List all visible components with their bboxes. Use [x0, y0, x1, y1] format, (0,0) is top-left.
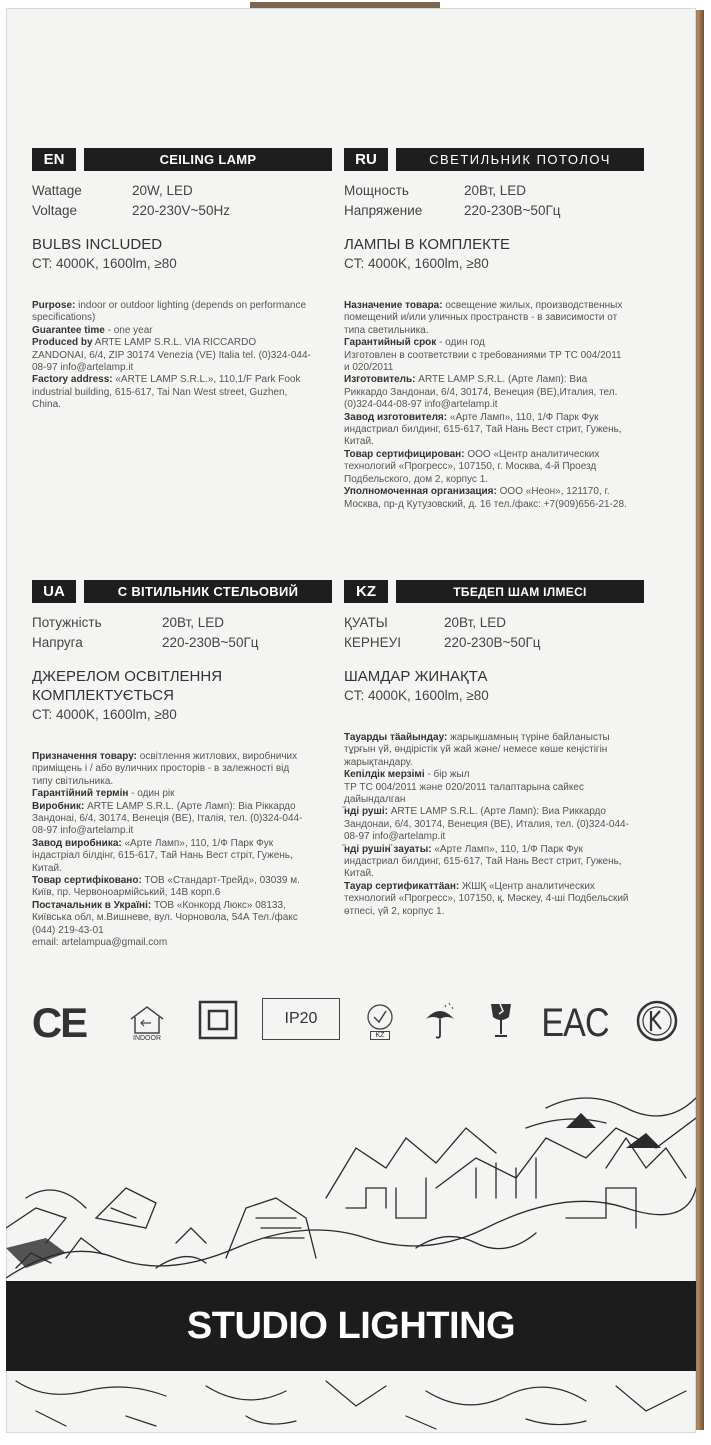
- fine-print-label: Назначение товара:: [344, 300, 443, 311]
- fine-print-line: [344, 844, 639, 881]
- fine-print-line: [32, 788, 312, 800]
- bottom-sketch-illustration: [6, 1371, 696, 1433]
- fine-print-line: [32, 937, 312, 949]
- house-icon: [127, 1005, 167, 1035]
- fine-print-text: ООО «Неон», 121170, г. Москва, пр-д Кутузовский, д. 16 тел./факс: +7(909)656-21-28.: [344, 486, 627, 510]
- fine-print-label: ̈нді руші:: [344, 806, 388, 818]
- fine-print-text: ARTE LAMP S.R.L. VIA RICCARDO ZANDONAI, 6/4, ZIP 30174 Venezia (VE) Italia tel. (0)324-044-08-97 info@artelamp.it: [32, 337, 311, 374]
- spec-row: Напряжение 220-230В~50Гц: [344, 203, 561, 218]
- fine-print-text: - one year: [104, 324, 153, 336]
- fine-print-text: email: artelampua@gmail.com: [32, 937, 168, 949]
- spec-row: Voltage 220-230V~50Hz: [32, 203, 230, 218]
- fine-print-label: Товар сертифіковано:: [32, 875, 142, 887]
- product-title-ru: СВЕТИЛЬНИК ПОТОЛОЧ: [396, 148, 644, 171]
- fine-print-line: [344, 806, 639, 843]
- fine-print-label: Purpose:: [32, 300, 76, 311]
- specs-ru: [344, 181, 644, 221]
- kz-cert-label: KZ: [370, 1031, 391, 1040]
- spec-row: Напруга 220-230В~50Гц: [32, 635, 259, 650]
- ce-mark-icon: CE: [31, 999, 87, 1046]
- fine-print-text: - один год: [436, 337, 485, 349]
- fine-print-label: Тауарды тӓайындау:: [344, 732, 448, 743]
- fine-print-line: [32, 374, 312, 411]
- bulbs-ru: ЛАМПЫ В КОМПЛЕКТЕ: [344, 236, 511, 253]
- header-en: [32, 148, 332, 171]
- fine-print-line: [344, 412, 629, 449]
- ct-en: CT: 4000K, 1600lm, ≥80: [32, 256, 177, 271]
- section-ru: [344, 148, 644, 511]
- fragile-icon: [484, 998, 518, 1044]
- fine-print-label: Produced by: [32, 337, 93, 349]
- fine-print-label: Уполномоченная организация:: [344, 486, 497, 498]
- kz-cert-icon: [360, 998, 400, 1044]
- fine-print-text: Изготовлен в соответствии с требованиями ТР ТС 004/2011 и 020/2011: [344, 349, 622, 374]
- eac-mark-icon: EAC: [541, 1000, 609, 1045]
- fine-print-label: Кепілдік мерзімі: [344, 769, 425, 781]
- lang-code-ru: RU: [344, 148, 388, 171]
- header-ua: [32, 580, 332, 603]
- header-kz: [344, 580, 644, 603]
- fine-print-text: - бір жыл: [424, 769, 470, 781]
- fine-print-line: [32, 751, 312, 788]
- fine-print-text: ЖШҚ «Центр аналитических технологий «Прогресс», 107150, қ. Мәскеу, 4-ші Подбельский өтпесі, үй 2, корпус 1.: [344, 880, 629, 917]
- double-insulation-icon: [196, 998, 240, 1042]
- spec-row: ҚУАТЫ 20Вт, LED: [344, 615, 507, 630]
- fine-print-label: Товар сертифицирован:: [344, 448, 465, 460]
- fine-print-text: «Арте Ламп», 110, 1/Ф Парк Фук индастриал билдинг, 615-617, Тай Нань Вест стрит, Гужень, Китай.: [344, 411, 622, 448]
- fine-print-label: Завод изготовителя:: [344, 411, 448, 423]
- ct-ru: CT: 4000K, 1600lm, ≥80: [344, 256, 489, 271]
- fine-print-line: [344, 769, 639, 781]
- fine-print-label: Изготовитель:: [344, 374, 416, 386]
- fine-print-label: Завод виробника:: [32, 837, 122, 849]
- fine-print-label: Призначення товару:: [32, 751, 138, 762]
- fine-print-label: Тауар сертификаттӓан:: [344, 880, 460, 892]
- section-kz: [344, 580, 644, 918]
- city-sketch-illustration: [6, 1068, 696, 1288]
- spec-row: Мощность 20Вт, LED: [344, 183, 527, 198]
- fine-print-line: [344, 337, 629, 349]
- section-en: [32, 148, 332, 412]
- fine-print-text: «Арте Ламп», 110, 1/Ф Парк Фук індастріал білдінг, 615-617, Тай Нань Вест стріт, Гужень, Китай.: [32, 837, 293, 874]
- ip-rating-badge: IP20: [262, 998, 340, 1040]
- header-ru: [344, 148, 644, 171]
- fine-print-line: [344, 350, 629, 375]
- fine-print-text: ТОВ «Стандарт-Трейд», 03039 м. Київ, пр. Червоноармійський, 14В корп.6: [32, 875, 300, 899]
- fine-print-label: Guarantee time: [32, 324, 105, 336]
- fine-print-line: [344, 486, 629, 511]
- fine-print-text: - один рік: [128, 788, 175, 800]
- fine-print-text: освещение жилых, производственных помещений и/или уличных пространств - в зависимости от типа светильника.: [344, 300, 623, 336]
- square-in-square-icon: [198, 1000, 238, 1040]
- fine-print-kz: [344, 732, 639, 918]
- fine-print-line: [344, 300, 629, 337]
- indoor-house-icon: [122, 998, 172, 1048]
- product-title-ua: С ВІТИЛЬНИК СТЕЛЬОВИЙ: [84, 580, 332, 603]
- fine-print-text: «ARTE LAMP S.R.L.», 110,1/F Park Fook industrial building, 615-617, Tai Nan West street, Guzhen, China.: [32, 374, 301, 411]
- certification-icons: [24, 998, 694, 1058]
- fine-print-line: [32, 325, 312, 337]
- bulbs-en: BULBS INCLUDED: [32, 236, 163, 253]
- bulbs-ua: ДЖЕРЕЛОМ ОСВІТЛЕННЯ КОМПЛЕКТУЄТЬСЯ: [32, 668, 223, 704]
- lang-code-ua: UA: [32, 580, 76, 603]
- fine-print-text: ТОВ «Конкорд Люкс» 08133, Київська обл, м.Вишневе, вул. Чорновола, 54А Тел./факс (044) 219-43-01: [32, 899, 298, 936]
- ct-ua: CT: 4000K, 1600lm, ≥80: [32, 707, 177, 722]
- fine-print-text: жарықшамның түріне байланысты тұрғын үй, өндірістік үй жай және/ немесе көше кеңістігін жарықтандару.: [344, 732, 610, 768]
- spec-row: КЕРНЕУІ 220-230В~50Гц: [344, 635, 541, 650]
- umbrella-icon: [423, 1001, 457, 1041]
- keep-dry-icon: [422, 998, 458, 1044]
- packaging-panel: [6, 8, 696, 1433]
- fine-print-text: ARTE LAMP S.R.L. (Арте Ламп): Віа Ріккардо Зандонаі, 6/4, 30174, Венеція (ВЕ), Італія, тел. (0)324-044-08-97 info@artelamp.it: [32, 800, 303, 837]
- fine-print-line: [344, 881, 639, 918]
- fine-print-line: [32, 300, 312, 325]
- fine-print-text: ООО «Центр аналитических технологий «Прогресс», 107150, г. Москва, 4-й Проезд Подбельского, дом 2, корпус 1.: [344, 448, 600, 485]
- fine-print-en: [32, 300, 312, 412]
- fine-print-ua: [32, 751, 312, 950]
- fine-print-line: [344, 732, 639, 769]
- fine-print-ru: [344, 300, 629, 511]
- specs-kz: [344, 613, 644, 653]
- fine-print-text: ARTE LAMP S.R.L. (Арте Ламп): Виа Риккардо Зандонаи, 6/4, 30174, Венеция (ВЕ), Италия, тел. (0)324-044-08-97 info@artelamp.it: [344, 806, 629, 843]
- fine-print-line: [344, 374, 629, 411]
- fine-print-line: [344, 782, 639, 807]
- fine-print-line: [32, 875, 312, 900]
- glass-icon: [487, 1001, 515, 1041]
- fine-print-label: Виробник:: [32, 800, 85, 812]
- fine-print-label: Постачальник в Україні:: [32, 899, 152, 911]
- fine-print-label: ̈нді рушін̈ зауаты:: [344, 843, 432, 855]
- bulbs-kz: ШАМДАР ЖИНАҚТА: [344, 668, 488, 685]
- kz-conformity-icon: [634, 998, 680, 1044]
- section-ua: [32, 580, 332, 950]
- ct-kz: CT: 4000K, 1600lm, ≥80: [344, 688, 489, 703]
- fine-print-text: indoor or outdoor lighting (depends on performance specifications): [32, 300, 307, 324]
- fine-print-text: ТР ТС 004/2011 және 020/2011 талаптарына сайкес дайындалган: [344, 781, 584, 806]
- fine-print-text: ARTE LAMP S.R.L. (Арте Ламп): Виа Риккардо Зандонаи, 6/4, 30174, Венеция (ВЕ),Италия, тел. (0)324-044-08-97 info@artelamp.it: [344, 374, 618, 411]
- lang-code-en: EN: [32, 148, 76, 171]
- fine-print-line: [32, 900, 312, 937]
- kz-leaf-icon: [365, 1003, 395, 1031]
- fine-print-text: освітлення житлових, виробничих приміщень і / або вуличних просторів - в залежності від типу світильника.: [32, 751, 298, 787]
- fine-print-line: [344, 449, 629, 486]
- fine-print-line: [32, 801, 312, 838]
- fine-print-label: Гарантійний термін: [32, 788, 129, 800]
- specs-en: [32, 181, 332, 221]
- indoor-label: INDOOR: [133, 1034, 161, 1042]
- fine-print-line: [32, 838, 312, 875]
- spec-row: Wattage 20W, LED: [32, 183, 193, 198]
- specs-ua: [32, 613, 332, 653]
- fine-print-label: Factory address:: [32, 374, 113, 386]
- kc-seal-icon: [635, 999, 679, 1043]
- fine-print-label: Гарантийный срок: [344, 337, 437, 349]
- product-title-en: CEILING LAMP: [84, 148, 332, 171]
- spec-row: Потужність 20Вт, LED: [32, 615, 225, 630]
- brand-band: STUDIO LIGHTING: [6, 1281, 696, 1371]
- lang-code-kz: KZ: [344, 580, 388, 603]
- product-title-kz: Т̈БЕДЕП ШАМ ІЛМЕСІ: [396, 580, 644, 603]
- fine-print-text: «Арте Ламп», 110, 1/Ф Парк Фук индастриал билдинг, 615-617, Тай Нань Вест стрит, Гужень, Китай.: [344, 843, 622, 880]
- fine-print-line: [32, 337, 312, 374]
